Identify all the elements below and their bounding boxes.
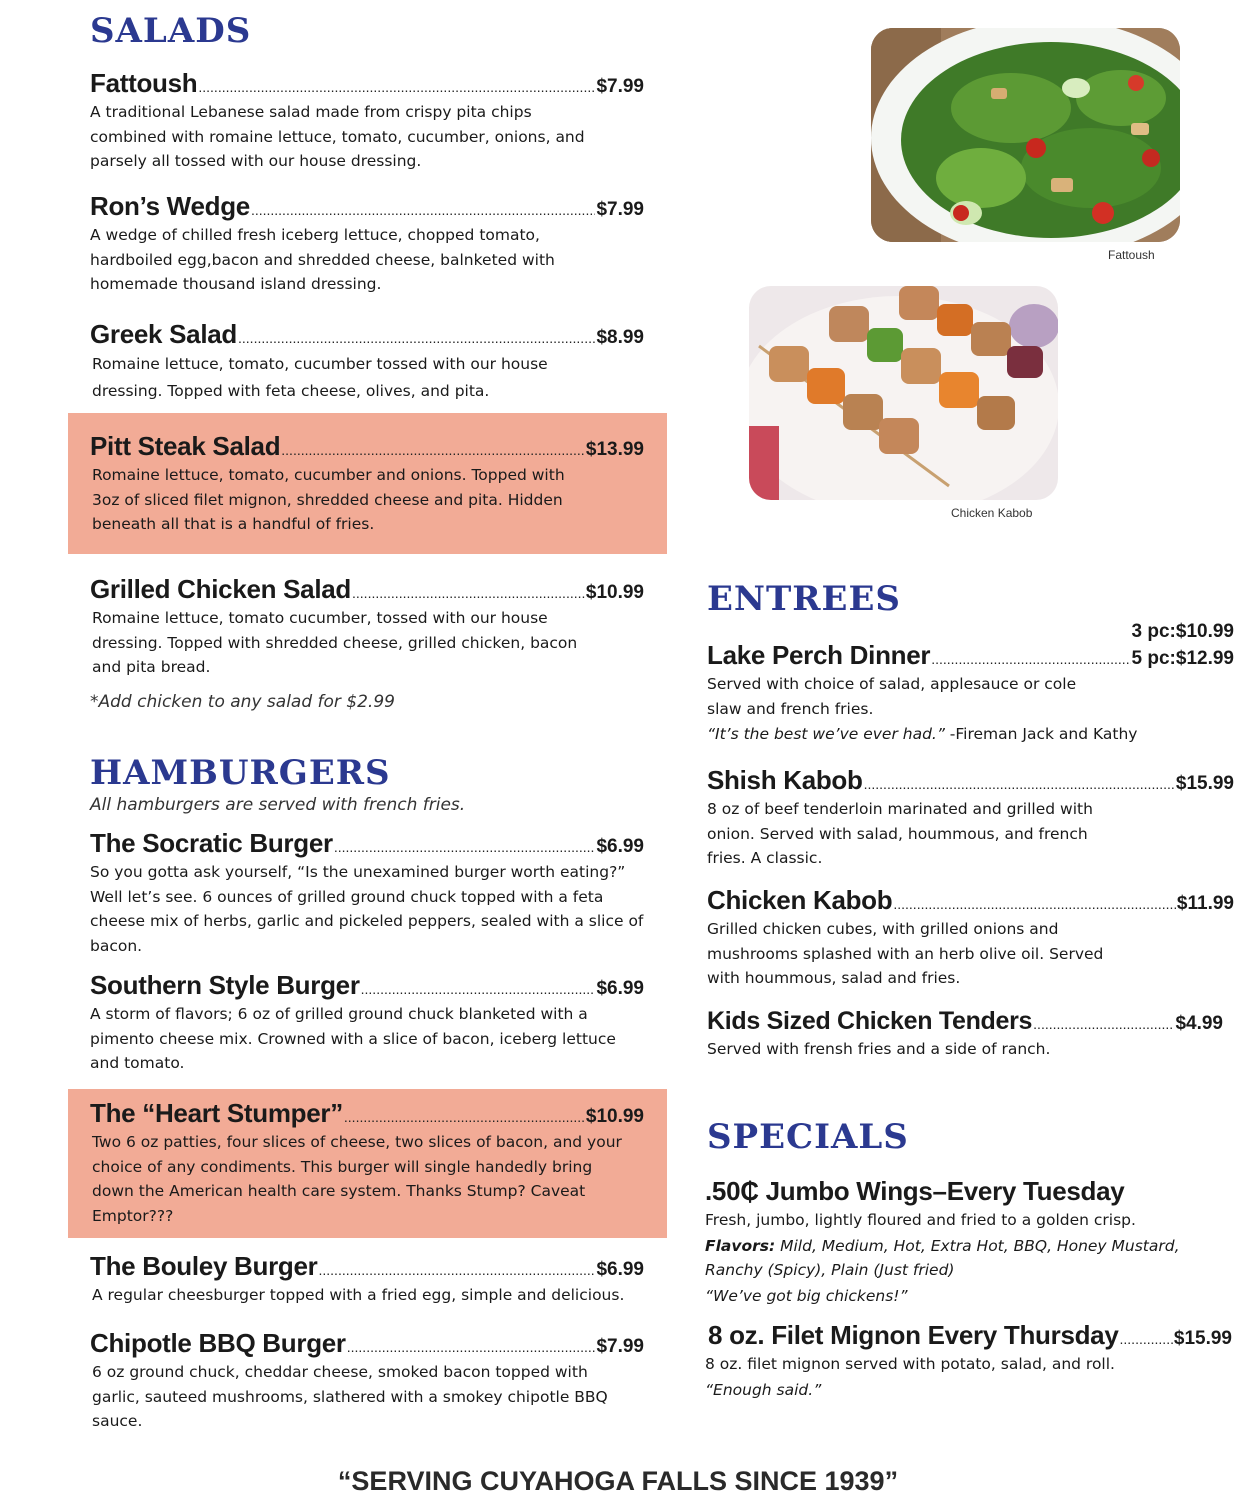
dot-leader <box>238 330 595 346</box>
menu-item-southern-style-burger <box>90 970 644 1076</box>
item-name: Kids Sized Chicken Tenders <box>707 1007 1033 1035</box>
item-price: $4.99 <box>1175 1013 1223 1034</box>
item-description: Romaine lettuce, tomato, cucumber and onions. Topped with 3oz of sliced filet mignon, shredded cheese and pita. Hidden beneath all that is a handful of fries. <box>92 466 565 533</box>
dot-leader <box>344 1109 585 1125</box>
menu-item-kids-chicken-tenders <box>707 1007 1223 1062</box>
menu-item-bouley-burger <box>90 1251 644 1308</box>
item-description: 6 oz ground chuck, cheddar cheese, smoked bacon topped with garlic, sauteed mushrooms, slathered with a smokey chipotle BBQ sauce. <box>92 1363 608 1430</box>
item-price: $6.99 <box>596 836 644 857</box>
menu-item-lake-perch-dinner <box>707 640 1234 747</box>
menu-item-grilled-chicken-salad <box>90 574 644 680</box>
item-description: 8 oz. filet mignon served with potato, salad, and roll. <box>705 1355 1115 1373</box>
item-description: Grilled chicken cubes, with grilled onions and mushrooms splashed with an herb olive oil. Served with hoummous, salad and fries. <box>707 920 1104 987</box>
item-description: Romaine lettuce, tomato, cucumber tossed with our house dressing. Topped with feta cheese, olives, and pita. <box>92 355 548 400</box>
item-name: Greek Salad <box>90 319 238 349</box>
menu-item-chicken-kabob <box>707 885 1234 991</box>
specials-heading: SPECIALS <box>707 1117 909 1157</box>
menu-item-chipotle-bbq-burger <box>90 1328 644 1434</box>
wing-flavors <box>705 1234 1220 1283</box>
dot-leader <box>281 442 585 458</box>
dot-leader <box>1033 1016 1174 1032</box>
customer-quote <box>707 722 1234 747</box>
salad-bowl-image <box>871 28 1180 242</box>
dot-leader <box>347 1339 596 1355</box>
fattoush-photo <box>871 28 1180 242</box>
item-name: Ron’s Wedge <box>90 191 250 221</box>
item-price: $7.99 <box>596 1336 644 1357</box>
item-name: The Socratic Burger <box>90 828 333 858</box>
item-description: Served with choice of salad, applesauce or cole slaw and french fries. <box>707 675 1077 718</box>
dot-leader <box>1120 1331 1173 1347</box>
item-description: A regular cheesburger topped with a fried egg, simple and delicious. <box>92 1286 625 1304</box>
hamburgers-heading: HAMBURGERS <box>90 753 391 793</box>
item-description: Romaine lettuce, tomato cucumber, tossed with our house dressing. Topped with shredded cheese, grilled chicken, bacon and pita bread. <box>92 609 578 676</box>
dot-leader <box>251 202 596 218</box>
item-price: $8.99 <box>596 327 644 348</box>
item-price: $7.99 <box>596 76 644 97</box>
lake-perch-price-3pc: 3 pc:$10.99 <box>1131 621 1234 642</box>
item-description: A traditional Lebanese salad made from crispy pita chips combined with romaine lettuce, tomato, cucumber, onions, and parsely all tossed with our house dressing. <box>90 103 585 170</box>
item-name: Chicken Kabob <box>707 885 893 915</box>
item-price: $6.99 <box>596 1259 644 1280</box>
menu-item-pitt-steak-salad <box>90 431 644 537</box>
quote-author: -Fireman Jack and Kathy <box>944 725 1138 743</box>
item-name: Lake Perch Dinner <box>707 640 931 670</box>
dot-leader <box>931 651 1130 667</box>
item-name: Grilled Chicken Salad <box>90 574 352 604</box>
quote-text: “It’s the best we’ve ever had.” <box>707 725 945 743</box>
dot-leader <box>361 981 596 997</box>
item-description: Fresh, jumbo, lightly floured and fried to a golden crisp. <box>705 1211 1136 1229</box>
item-name: Chipotle BBQ Burger <box>90 1328 346 1358</box>
entrees-heading: ENTREES <box>707 579 901 619</box>
item-price: 5 pc:$12.99 <box>1131 648 1234 669</box>
item-price: $15.99 <box>1173 1328 1232 1349</box>
item-price: $6.99 <box>596 978 644 999</box>
item-price: $15.99 <box>1175 773 1234 794</box>
item-description: Two 6 oz patties, four slices of cheese, two slices of bacon, and your choice of any condiments. This burger will single handedly bring down the American health care system. Thanks Stump? Caveat Emptor??? <box>92 1133 622 1225</box>
item-description: Served with frensh fries and a side of ranch. <box>707 1040 1051 1058</box>
item-name: Shish Kabob <box>707 765 863 795</box>
item-description: 8 oz of beef tenderloin marinated and grilled with onion. Served with salad, hoummous, and french fries. A classic. <box>707 800 1093 867</box>
dot-leader <box>334 839 596 855</box>
menu-item-socratic-burger <box>90 828 644 958</box>
dot-leader <box>198 79 595 95</box>
flavors-list: Mild, Medium, Hot, Extra Hot, BBQ, Honey Mustard, Ranchy (Spicy), Plain (Just fried) <box>705 1236 1180 1279</box>
flavors-label: Flavors: <box>705 1236 776 1255</box>
chicken-kabob-caption: Chicken Kabob <box>951 506 1033 520</box>
item-name: Southern Style Burger <box>90 970 360 1000</box>
item-description: A wedge of chilled fresh iceberg lettuce, chopped tomato, hardboiled egg,bacon and shredded cheese, balnketed with homemade thousand island dressing. <box>90 226 555 293</box>
special-jumbo-wings <box>705 1176 1225 1308</box>
item-name: 8 oz. Filet Mignon Every Thursday <box>708 1320 1119 1350</box>
menu-item-greek-salad <box>90 319 644 405</box>
item-description: A storm of flavors; 6 oz of grilled ground chuck blanketed with a pimento cheese mix. Crowned with a slice of bacon, iceberg lettuce and tomato. <box>90 1005 616 1072</box>
special-filet-mignon <box>705 1320 1232 1402</box>
dot-leader <box>893 896 1176 912</box>
fattoush-caption: Fattoush <box>1108 248 1155 262</box>
kabob-skewers-image <box>749 286 1058 500</box>
item-name: .50₵ Jumbo Wings–Every Tuesday <box>705 1176 1125 1206</box>
item-name: Fattoush <box>90 68 198 98</box>
salads-heading: SALADS <box>90 11 252 51</box>
item-price: $10.99 <box>585 1106 644 1127</box>
item-name: Pitt Steak Salad <box>90 431 281 461</box>
item-price: $13.99 <box>585 439 644 460</box>
item-price: $7.99 <box>596 199 644 220</box>
item-price: $10.99 <box>585 582 644 603</box>
chicken-kabob-photo <box>749 286 1058 500</box>
dot-leader <box>352 585 585 601</box>
menu-item-rons-wedge <box>90 191 644 297</box>
item-description: So you gotta ask yourself, “Is the unexamined burger worth eating?” Well let’s see. 6 ounces of grilled ground chuck topped with a feta cheese mix of herbs, garlic and pickeled peppers, sealed with a slice of bacon. <box>90 863 644 955</box>
menu-item-heart-stumper <box>90 1098 644 1228</box>
dot-leader <box>319 1262 596 1278</box>
customer-quote: “We’ve got big chickens!” <box>705 1286 908 1305</box>
item-name: The Bouley Burger <box>90 1251 318 1281</box>
salad-add-chicken-note: *Add chicken to any salad for $2.99 <box>90 692 395 712</box>
hamburgers-subtitle: All hamburgers are served with french fries. <box>90 795 466 815</box>
item-name: The “Heart Stumper” <box>90 1098 343 1128</box>
customer-quote: “Enough said.” <box>705 1380 822 1399</box>
menu-item-fattoush <box>90 68 644 174</box>
footer-tagline: “SERVING CUYAHOGA FALLS SINCE 1939” <box>337 1466 899 1496</box>
item-price: $11.99 <box>1176 893 1234 914</box>
menu-item-shish-kabob <box>707 765 1234 871</box>
dot-leader <box>864 776 1175 792</box>
